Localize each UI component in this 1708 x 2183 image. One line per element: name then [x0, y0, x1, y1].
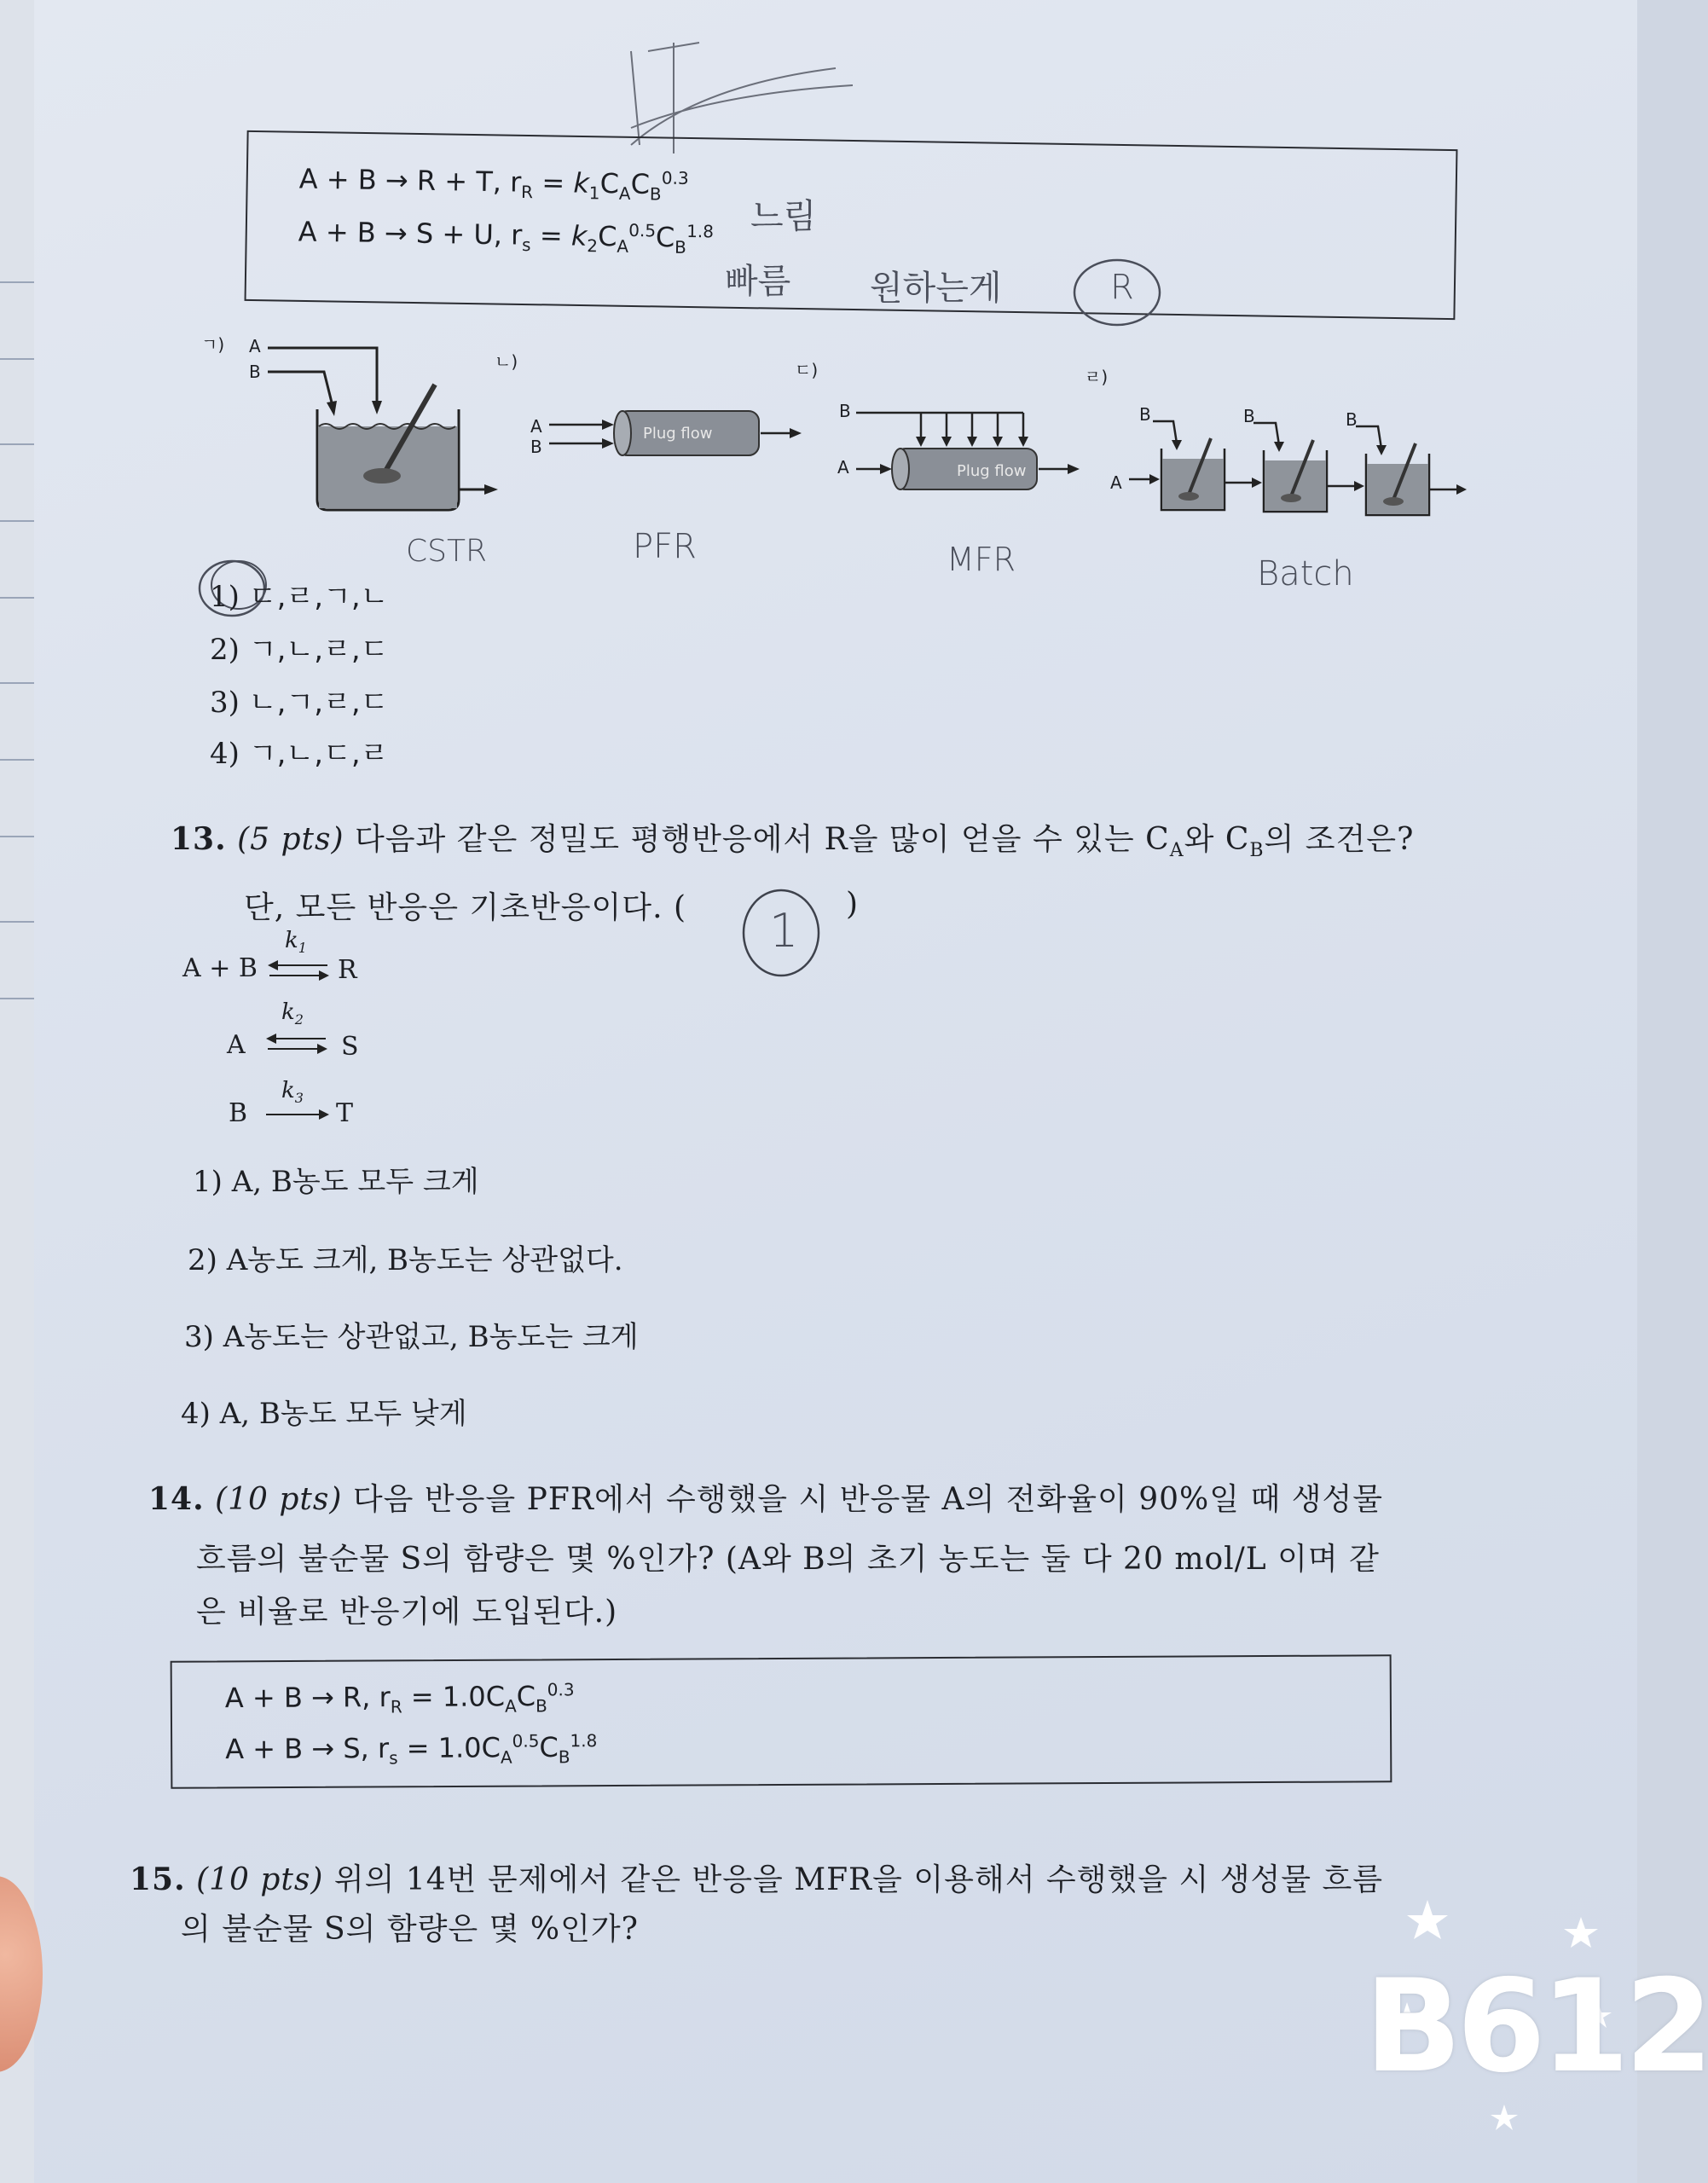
eq-sub: R — [520, 181, 534, 203]
option-text: ㄱ,ㄴ,ㄷ,ㄹ — [248, 737, 389, 771]
stream-b-label: B — [249, 362, 261, 382]
q13-line-2 — [244, 883, 686, 927]
eq-sub: 1 — [588, 182, 600, 204]
reactor-label-3: ㄷ) — [795, 360, 819, 380]
option-text: ㄱ,ㄴ,ㄹ,ㄷ — [248, 633, 389, 667]
q13-option-3[interactable]: 3) A농도는 상관없고, B농도는 크게 — [184, 1320, 639, 1354]
forward-arrow — [266, 1109, 329, 1120]
option-number: 3) — [210, 686, 240, 720]
option-text: ㄴ,ㄱ,ㄹ,ㄷ — [248, 686, 389, 720]
cstr-diagram — [264, 338, 503, 525]
question-text: 단, 모든 반응은 기초반응이다. ( — [244, 890, 687, 925]
eq-sup: 0.3 — [661, 167, 689, 189]
plug-flow-label: Plug flow — [643, 425, 713, 443]
q13-answer-close: ) — [846, 887, 860, 922]
q13-option-4[interactable]: 4) A, B농도 모두 낮게 — [181, 1397, 467, 1431]
reactor-label-2: ㄴ) — [495, 351, 518, 372]
q13-line-1 — [171, 815, 1414, 861]
eq-sub: s — [389, 1747, 398, 1769]
eq-text: = 1.0C — [402, 1680, 506, 1713]
eq-sup: 1.8 — [570, 1730, 598, 1752]
handwritten-cstr: CSTR — [406, 534, 487, 569]
eq-sub: A — [617, 235, 629, 257]
eq-text: A + B → R, r — [224, 1681, 391, 1715]
rate-k: k — [285, 928, 298, 953]
question-points: (10 pts) — [196, 1862, 324, 1897]
eq-sub: s — [521, 234, 531, 256]
q13-reaction-2-k — [281, 999, 304, 1028]
equilibrium-arrow — [266, 1034, 327, 1054]
q13-reaction-3-k — [281, 1078, 304, 1106]
eq-sup: 0.3 — [547, 1679, 575, 1700]
option-text: ㄷ,ㄹ,ㄱ,ㄴ — [248, 580, 389, 614]
equilibrium-arrow — [268, 960, 329, 981]
eq-text: C — [597, 219, 617, 253]
q12-option-4[interactable] — [210, 730, 389, 772]
eq-sup: 1.8 — [686, 220, 715, 242]
reaction-eq-2 — [298, 215, 714, 258]
eq-text: C — [599, 167, 620, 200]
q13-reaction-3-rhs: T — [336, 1098, 354, 1128]
q14-line-2: 흐름의 불순물 S의 함량은 몇 %인가? (A와 B의 초기 농도는 둘 다 20 mol/L 이며 같 — [196, 1542, 1380, 1577]
stream-b-label: B — [1139, 404, 1151, 425]
cstr-series-diagram — [1126, 409, 1518, 520]
handwritten-pfr: PFR — [633, 527, 697, 566]
q15-line-1 — [130, 1856, 1383, 1899]
q-sub: B — [1249, 840, 1265, 862]
reaction-box-2 — [171, 1654, 1392, 1788]
question-number: 15. — [130, 1862, 186, 1897]
q12-option-3[interactable] — [210, 679, 389, 721]
reaction-eq-1 — [298, 162, 688, 205]
q15-line-2: 의 불순물 S의 함량은 몇 %인가? — [181, 1912, 639, 1947]
rate-k: k — [281, 999, 295, 1025]
rate-k: k — [281, 1078, 295, 1103]
handwritten-note-desired: 원하는게 — [870, 269, 1002, 308]
handwritten-circle — [1070, 254, 1164, 331]
question-number: 13. — [171, 821, 227, 857]
option-number: 4) — [210, 737, 240, 771]
stream-b-label: B — [839, 401, 851, 421]
q13-reaction-3-lhs: B — [229, 1098, 248, 1128]
stream-a-label: A — [1110, 472, 1122, 493]
question-points: (10 pts) — [215, 1482, 343, 1517]
reactor-label-1: ㄱ) — [201, 334, 225, 355]
reaction-box-1 — [245, 130, 1458, 320]
eq-sub: B — [536, 1695, 547, 1717]
q13-option-2[interactable]: 2) A농도 크게, B농도는 상관없다. — [188, 1243, 623, 1277]
rate-k-sub: 3 — [294, 1090, 304, 1107]
q13-reaction-1-lhs: A + B — [182, 953, 258, 983]
eq-text: A + B → R + T, r — [298, 162, 522, 199]
stream-a-label: A — [530, 416, 542, 437]
eq-text: A + B → S, r — [225, 1732, 390, 1766]
eq-sub: 2 — [587, 235, 599, 257]
stream-a-label: A — [249, 336, 261, 356]
q13-option-1[interactable]: 1) A, B농도 모두 크게 — [193, 1165, 479, 1199]
reaction-eq-3 — [225, 1679, 575, 1717]
underlying-page-edge — [0, 0, 34, 2183]
exam-sheet — [34, 0, 1708, 2183]
eq-sup: 0.5 — [628, 219, 657, 241]
eq-text: = — [530, 218, 572, 252]
eq-text: C — [655, 221, 675, 254]
handwritten-circled-r: R — [1110, 268, 1134, 307]
handwritten-note-slow: 느림 — [750, 197, 817, 236]
stream-b-label: B — [1346, 409, 1358, 430]
q12-option-1[interactable] — [210, 573, 389, 615]
eq-text: C — [539, 1731, 559, 1764]
eq-sup: 0.5 — [512, 1730, 540, 1752]
question-text: 다음과 같은 정밀도 평행반응에서 R을 많이 얻을 수 있는 C — [354, 822, 1170, 857]
stream-a-label: A — [837, 457, 849, 478]
eq-sub: R — [390, 1696, 402, 1717]
question-text: 와 C — [1184, 822, 1250, 857]
distributed-feed-diagram — [853, 401, 1109, 495]
q13-reaction-1-rhs: R — [338, 955, 357, 985]
rate-k-sub: 1 — [298, 940, 307, 957]
q13-reaction-2-rhs: S — [341, 1032, 359, 1062]
handwritten-note-fast: 빠름 — [725, 262, 791, 301]
q13-reaction-1-k — [285, 928, 307, 956]
handwritten-mfr: MFR — [947, 541, 1016, 578]
eq-text: = — [532, 165, 574, 200]
question-number: 14. — [148, 1481, 205, 1517]
eq-text: C — [630, 167, 651, 200]
eq-k: k — [570, 219, 588, 252]
app-watermark: B612 — [1364, 1953, 1708, 2101]
q13-reaction-2-lhs: A — [227, 1030, 246, 1060]
eq-text: A + B → S + U, r — [298, 215, 523, 252]
option-number: 1) — [210, 580, 240, 614]
q12-option-2[interactable] — [210, 626, 389, 668]
handwritten-batch: Batch — [1257, 554, 1354, 594]
handwritten-answer-q13: 1 — [769, 904, 799, 958]
plug-flow-label: Plug flow — [957, 462, 1027, 480]
stream-b-label: B — [530, 437, 542, 457]
eq-k: k — [573, 166, 590, 200]
rate-k-sub: 2 — [294, 1011, 304, 1028]
question-text: 의 조건은? — [1264, 822, 1415, 857]
q14-line-3: 은 비율로 반응기에 도입된다.) — [196, 1595, 618, 1630]
eq-sub: B — [649, 183, 662, 205]
option-number: 2) — [210, 633, 240, 667]
question-points: (5 pts) — [237, 822, 344, 857]
reaction-eq-4 — [225, 1730, 597, 1769]
q-sub: A — [1169, 840, 1184, 862]
reactor-label-4: ㄹ) — [1085, 367, 1109, 387]
question-text: 위의 14번 문제에서 같은 반응을 MFR을 이용해서 수행했을 시 생성물 흐름 — [333, 1862, 1384, 1897]
eq-sub: A — [618, 182, 631, 204]
eq-text: C — [516, 1680, 536, 1713]
eq-sub: A — [500, 1746, 512, 1768]
eq-sub: B — [558, 1746, 570, 1768]
stream-b-label: B — [1243, 406, 1255, 426]
eq-sub: B — [674, 236, 687, 258]
question-text: 다음 반응을 PFR에서 수행했을 시 반응물 A의 전화율이 90%일 때 생성물 — [352, 1482, 1384, 1517]
eq-sub: A — [505, 1695, 517, 1717]
eq-text: = 1.0C — [397, 1731, 501, 1765]
q14-line-1 — [148, 1475, 1383, 1519]
